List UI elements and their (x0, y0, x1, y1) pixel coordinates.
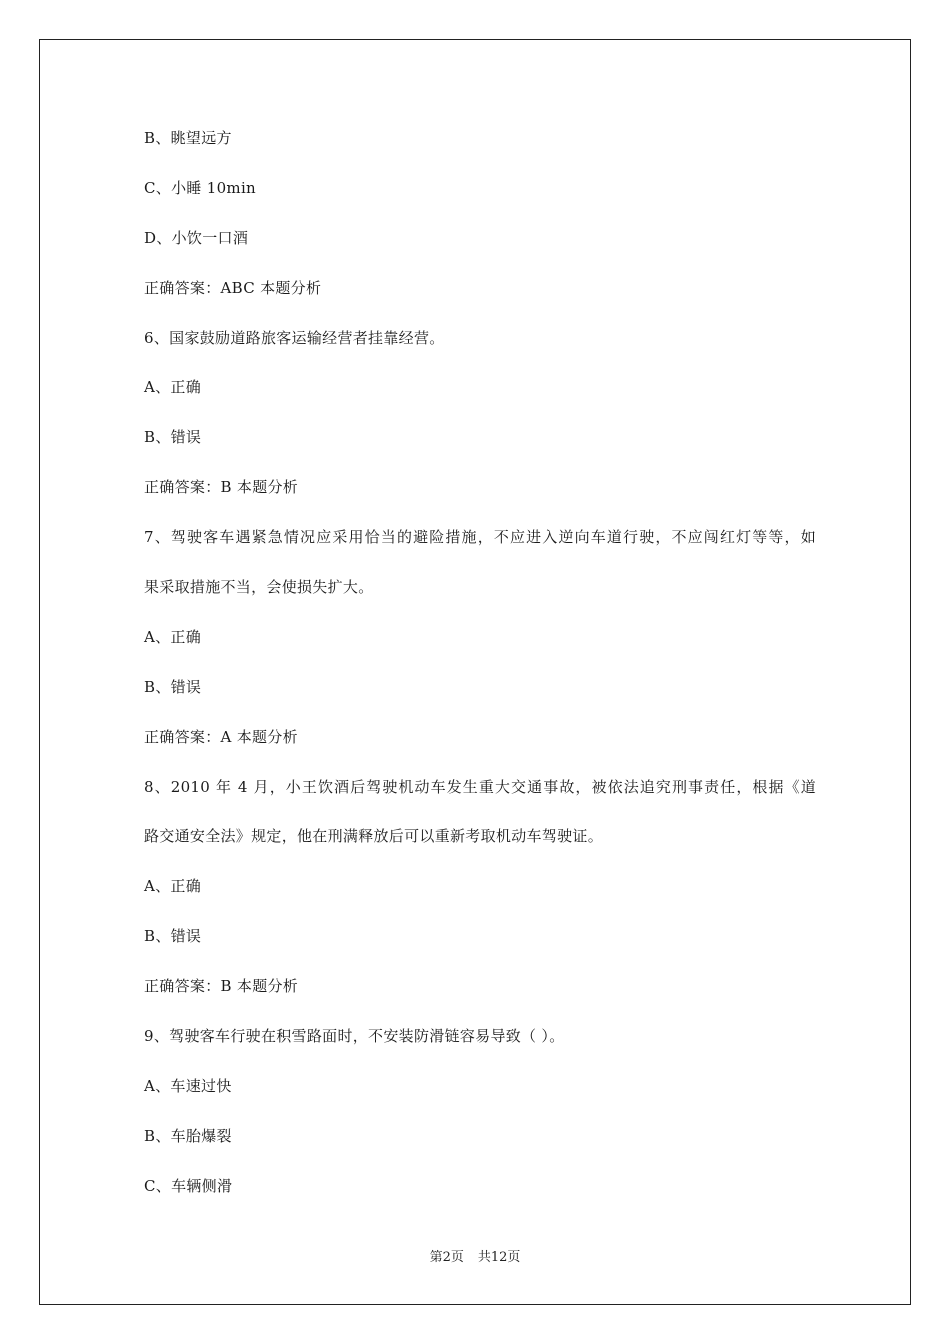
option-d-q5: D、小饮一口酒 (144, 228, 249, 247)
option-a-q6: A、正确 (144, 378, 202, 397)
page-number: 第2页 (429, 1250, 464, 1265)
option-b-q9: B、车胎爆裂 (144, 1126, 232, 1145)
option-a-q7: A、正确 (144, 627, 202, 646)
question-7-line-2: 果采取措施不当，会使损失扩大。 (144, 578, 374, 597)
option-b-q6: B、错误 (144, 428, 202, 447)
question-content (144, 128, 816, 1226)
option-a-q9: A、车速过快 (144, 1076, 232, 1095)
option-a-q8: A、正确 (144, 877, 202, 896)
question-8-line-2: 路交通安全法》规定，他在刑满释放后可以重新考取机动车驾驶证。 (144, 827, 604, 846)
question-6: 6、国家鼓励道路旅客运输经营者挂靠经营。 (144, 328, 445, 347)
page-total: 共12页 (477, 1250, 521, 1265)
answer-q7: 正确答案：A 本题分析 (144, 727, 298, 746)
option-b-q5: B、眺望远方 (144, 129, 232, 147)
answer-q5: 正确答案：ABC 本题分析 (144, 278, 322, 297)
page-footer (0, 1249, 950, 1267)
option-c-q9: C、车辆侧滑 (144, 1176, 233, 1195)
option-b-q8: B、错误 (144, 927, 202, 946)
question-8-line-1: 8、2010 年 4 月，小王饮酒后驾驶机动车发生重大交通事故，被依法追究刑事责任，根据《道 (144, 777, 816, 796)
question-9: 9、驾驶客车行驶在积雪路面时，不安装防滑链容易导致（ ）。 (144, 1027, 565, 1046)
answer-q6: 正确答案：B 本题分析 (144, 478, 299, 497)
option-b-q7: B、错误 (144, 677, 202, 696)
answer-q8: 正确答案：B 本题分析 (144, 977, 299, 996)
question-7-line-1: 7、驾驶客车遇紧急情况应采用恰当的避险措施，不应进入逆向车道行驶，不应闯红灯等等，如 (144, 528, 816, 547)
option-c-q5: C、小睡 10min (144, 178, 257, 197)
